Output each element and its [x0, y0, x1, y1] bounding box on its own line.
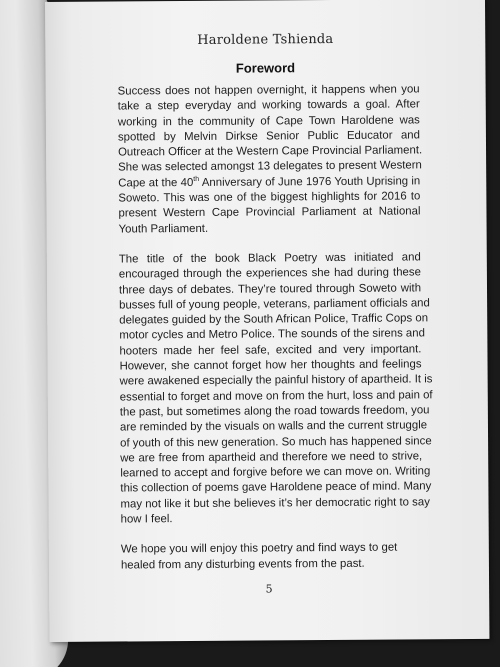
foreword-body	[117, 82, 433, 588]
text-line: take a step everyday and working towards a goal. After	[117, 98, 420, 113]
text-line: healed from any disturbing events from the past.	[120, 557, 365, 572]
text-line: delegates guided by the South African Police, Traffic Cops on	[119, 312, 429, 327]
text-line: how I feel.	[120, 513, 173, 526]
text-line: we are free from apartheid and therefore we need to strive,	[120, 450, 423, 465]
ordinal-superscript: th	[193, 175, 200, 183]
text-line: Soweto. This was one of the biggest highlights for 2016 to	[118, 190, 421, 205]
section-title: Foreword	[235, 60, 296, 76]
text-line: motor cycles and Metro Police. The sounds of the sirens and	[119, 327, 425, 342]
text-line: She was selected amongst 13 delegates to present Western	[118, 159, 422, 174]
book-page	[45, 0, 489, 642]
paragraph-3	[121, 541, 423, 574]
text-line: were awakened especially the painful history of apartheid. It is	[119, 373, 433, 388]
text-line: of youth of this new generation. So much has happened since	[120, 434, 432, 450]
text-line: However, she cannot forget how her thoughts and feelings	[119, 358, 422, 373]
text-line: this collection of poems gave Haroldene peace of mind. Many	[120, 480, 432, 495]
text-line: Youth Parliament.	[118, 222, 209, 236]
text-line: We hope you will enjoy this poetry and find ways to get	[120, 541, 398, 556]
line-rest: Anniversary of June 1976 Youth Uprising in	[199, 175, 421, 189]
text-line: are reminded by the visuals on walls and the current struggle	[119, 419, 428, 434]
text-line: learned to accept and forgive before we can move on. Writing	[120, 465, 431, 480]
text-line: working in the community of Cape Town Haroldene was	[117, 113, 420, 129]
text-line: essential to forget and move on from the hurt, loss and pain of	[119, 388, 433, 404]
text-line: may not like it but she believes it’s her democratic right to say	[120, 496, 430, 511]
paragraph-2	[118, 250, 433, 527]
running-header-author: Haroldene Tshienda	[197, 31, 334, 48]
text-line: busses full of young people, veterans, parliament officials and	[119, 297, 430, 312]
text-line: Success does not happen overnight, it happens when you	[117, 83, 420, 98]
text-line: present Western Cape Provincial Parliament at National	[118, 205, 421, 220]
line-start: Cape at the 40	[118, 176, 194, 190]
paragraph-1	[118, 82, 421, 237]
text-line: the past, but sometimes along the road towards freedom, you	[119, 404, 430, 419]
text-line: Outreach Officer at the Western Cape Provincial Parliament.	[118, 144, 423, 159]
text-line: three days of debates. They’re toured through Soweto with	[118, 281, 422, 297]
text-line: encouraged through the experiences she had during these	[118, 266, 421, 281]
text-line: spotted by Melvin Dirkse Senior Public Educator and	[117, 129, 420, 144]
text-line: The title of the book Black Poetry was initiated and	[118, 251, 421, 266]
text-line: hooters made her feel safe, excited and very important.	[119, 343, 422, 358]
page-number: 5	[265, 582, 273, 596]
